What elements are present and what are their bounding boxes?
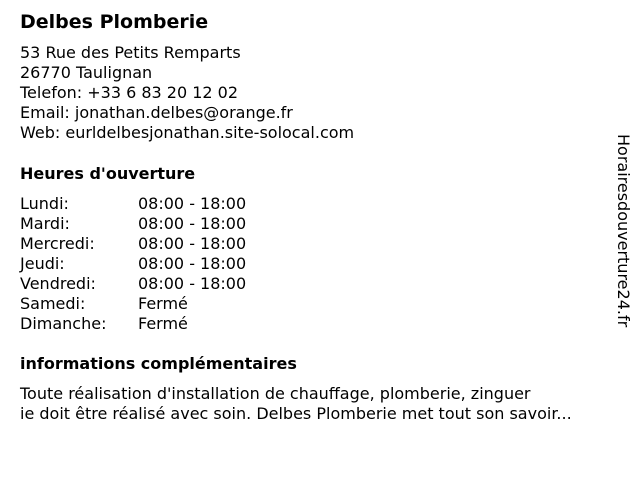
day-label: Mardi: [20,214,70,233]
web-line[interactable]: Web: eurldelbesjonathan.site-solocal.com [20,123,355,142]
day-label: Vendredi: [20,274,96,293]
day-label: Lundi: [20,194,69,213]
time-value: Fermé [138,314,188,333]
info-heading: informations complémentaires [20,354,297,373]
time-value: Fermé [138,294,188,313]
contact-block [20,43,354,143]
day-label: Mercredi: [20,234,95,253]
business-name: Delbes Plomberie [20,11,209,33]
site-watermark: Horairesdouverture24.fr [614,134,633,328]
description [20,384,630,424]
hours-heading: Heures d'ouverture [20,164,196,183]
address-city: 26770 Taulignan [20,63,153,82]
time-value: 08:00 - 18:00 [138,254,247,273]
description-line: Toute réalisation d'installation de chauffage, plomberie, zinguer [20,384,531,403]
time-value: 08:00 - 18:00 [138,214,247,233]
address-street: 53 Rue des Petits Remparts [20,43,241,62]
day-label: Jeudi: [20,254,65,273]
day-label: Samedi: [20,294,86,313]
time-value: 08:00 - 18:00 [138,234,247,253]
day-label: Dimanche: [20,314,107,333]
time-value: 08:00 - 18:00 [138,274,247,293]
description-line: ie doit être réalisé avec soin. Delbes Plomberie met tout son savoir... [20,404,572,423]
time-value: 08:00 - 18:00 [138,194,247,213]
phone-line[interactable]: Telefon: +33 6 83 20 12 02 [20,83,239,102]
email-line[interactable]: Email: jonathan.delbes@orange.fr [20,103,293,122]
